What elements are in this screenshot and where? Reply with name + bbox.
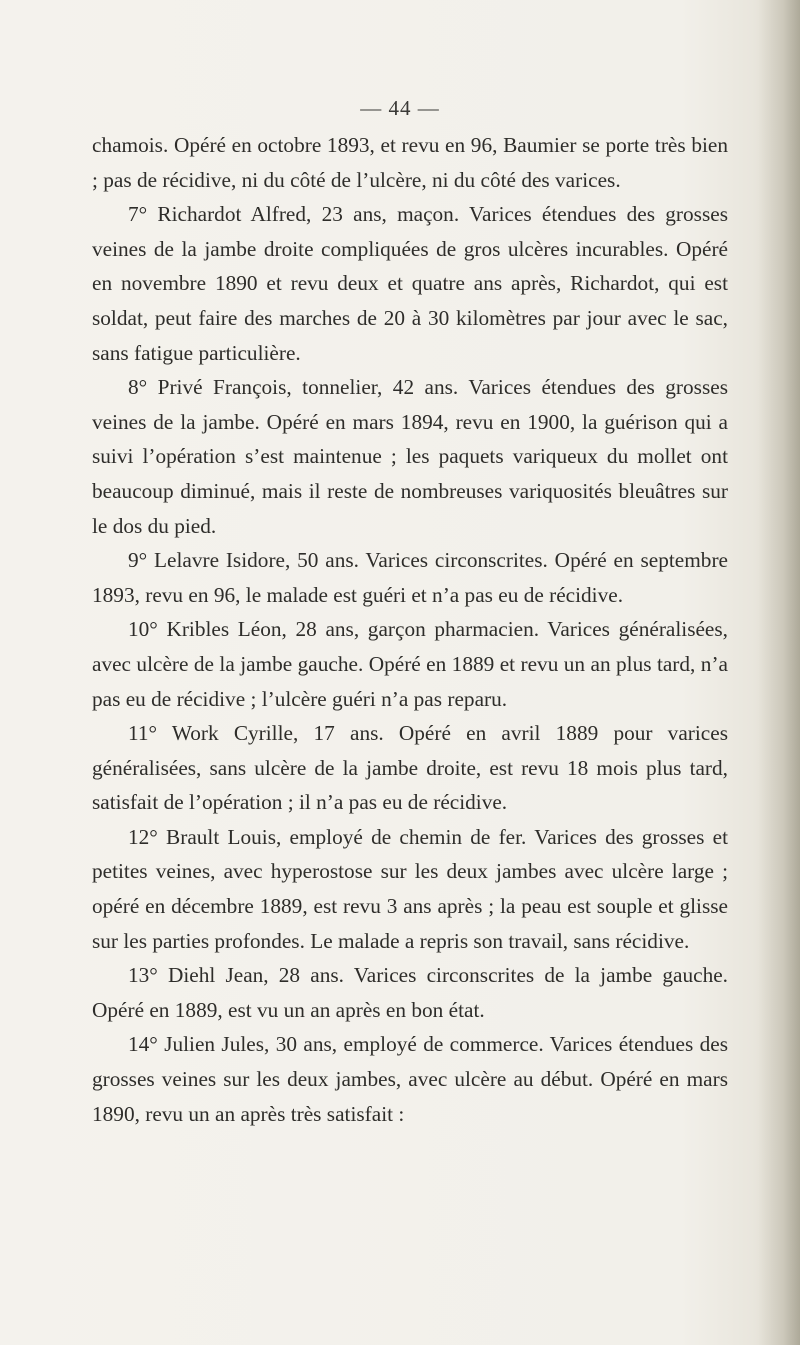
paragraph: 12° Brault Louis, employé de chemin de fer. Varices des grosses et petites veines, avec hyperostose sur les deux jambes avec ulcère large ; opéré en décembre 1889, est revu 3 ans après ; la peau est souple et glisse sur les parties profondes. Le malade a repris son travail, sans récidive.: [92, 824, 728, 953]
body-text: [92, 128, 728, 1131]
paragraph: 14° Julien Jules, 30 ans, employé de commerce. Varices étendues des grosses veines sur les deux jambes, avec ulcère au début. Opéré en mars 1890, revu un an après très satisfait :: [92, 1032, 728, 1126]
page-edge-shadow: [758, 0, 800, 1345]
paragraph: 13° Diehl Jean, 28 ans. Varices circonscrites de la jambe gauche. Opéré en 1889, est vu un an après en bon état.: [92, 963, 728, 1022]
page-number: — 44 —: [360, 96, 440, 120]
paragraph: 11° Work Cyrille, 17 ans. Opéré en avril 1889 pour varices généralisées, sans ulcère de la jambe droite, est revu 18 mois plus tard, satisfait de l’opération ; il n’a pas eu de récidive.: [92, 721, 728, 815]
paragraph: chamois. Opéré en octobre 1893, et revu en 96, Baumier se porte très bien ; pas de récidive, ni du côté de l’ulcère, ni du côté des varices.: [92, 133, 728, 192]
paragraph: 10° Kribles Léon, 28 ans, garçon pharmacien. Varices généralisées, avec ulcère de la jambe gauche. Opéré en 1889 et revu un an plus tard, n’a pas eu de récidive ; l’ulcère guéri n’a pas reparu.: [92, 617, 728, 711]
paragraph: 8° Privé François, tonnelier, 42 ans. Varices étendues des grosses veines de la jambe. Opéré en mars 1894, revu en 1900, la guérison qui a suivi l’opération s’est maintenue ; les paquets variqueux du mollet ont beaucoup diminué, mais il reste de nombreuses variquosités bleuâtres sur le dos du pied.: [92, 375, 728, 538]
paragraph: 9° Lelavre Isidore, 50 ans. Varices circonscrites. Opéré en septembre 1893, revu en 96, le malade est guéri et n’a pas eu de récidive.: [92, 548, 728, 607]
paragraph: 7° Richardot Alfred, 23 ans, maçon. Varices étendues des grosses veines de la jambe droite compliquées de gros ulcères incurables. Opéré en novembre 1890 et revu deux et quatre ans après, Richardot, qui est soldat, peut faire des marches de 20 à 30 kilomètres par jour avec le sac, sans fatigue particulière.: [92, 202, 728, 365]
